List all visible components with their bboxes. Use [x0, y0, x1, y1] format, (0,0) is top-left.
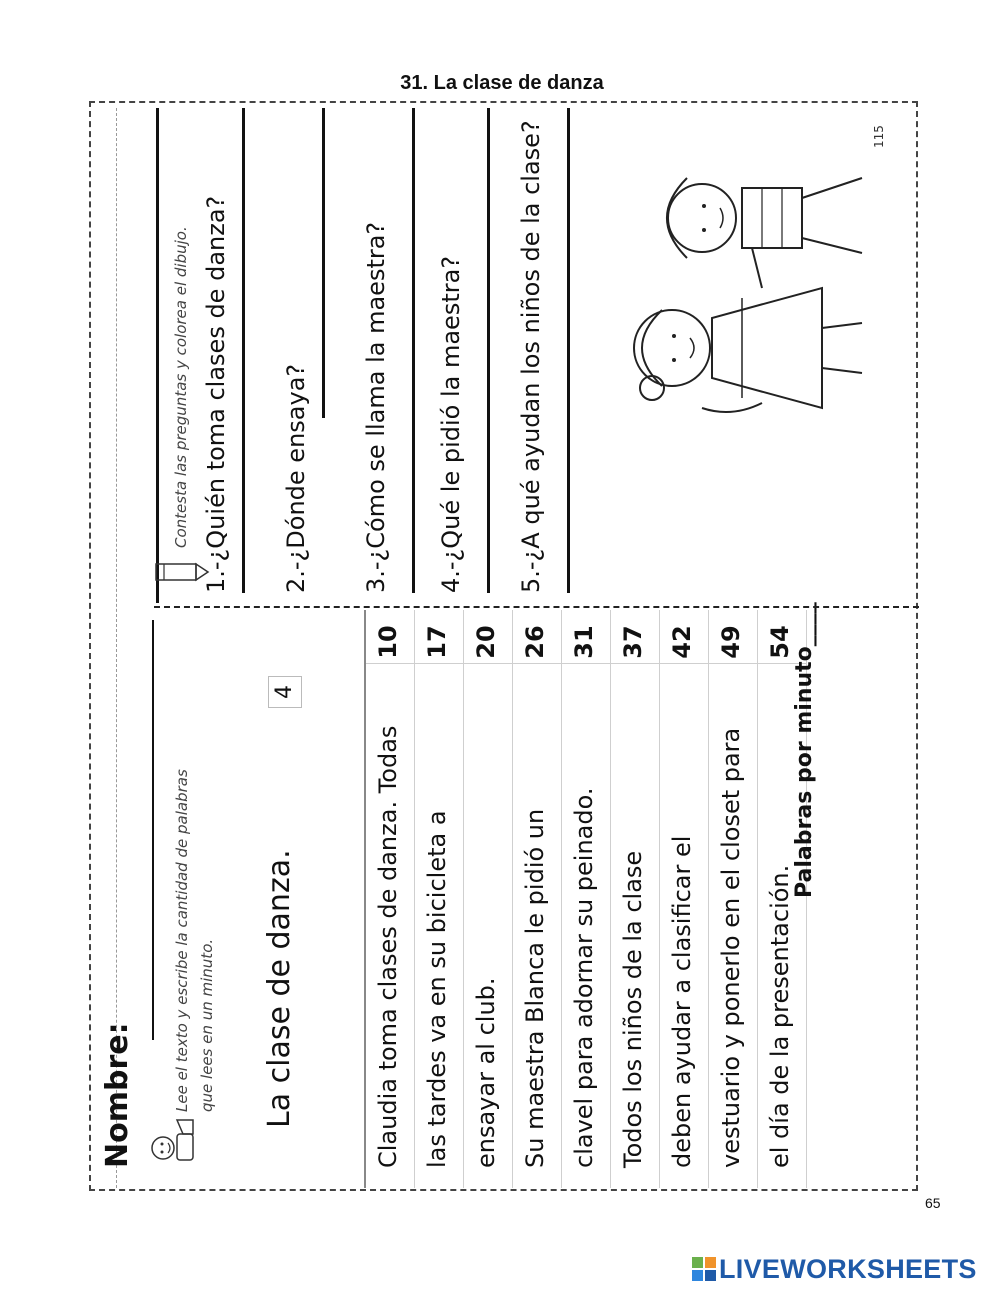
table-row — [611, 610, 660, 1188]
question-5: 5.-¿A qué ayudan los niños de la clase? — [517, 120, 545, 593]
row-count: 10 — [374, 625, 402, 659]
table-row — [562, 610, 611, 1188]
answer-line-5[interactable] — [567, 108, 570, 593]
row-count: 26 — [521, 625, 549, 659]
row-count: 31 — [570, 625, 598, 659]
row-text: Su maestra Blanca le pidió un — [521, 808, 549, 1168]
row-text: Claudia toma clases de danza. Todas — [374, 725, 402, 1168]
table-row — [364, 610, 415, 1188]
question-4: 4.-¿Qué le pidió la maestra? — [437, 255, 465, 593]
reading-instructions: Lee el texto y escribe la cantidad de palabras que lees en un minuto. — [173, 769, 216, 1112]
row-text: deben ayudar a clasificar el — [668, 835, 696, 1168]
center-divider — [154, 606, 919, 608]
table-row — [415, 610, 464, 1188]
question-3: 3.-¿Cómo se llama la maestra? — [362, 221, 390, 593]
question-1: 1.-¿Quién toma clases de danza? — [202, 195, 230, 593]
row-count: 20 — [472, 625, 500, 659]
row-text: clavel para adornar su peinado. — [570, 787, 598, 1168]
table-row — [660, 610, 709, 1188]
rotated-worksheet — [92, 104, 916, 1188]
row-text: ensayar al club. — [472, 977, 500, 1168]
row-count: 42 — [668, 625, 696, 659]
questions-top-rule — [156, 108, 159, 603]
brand-name: LIVEWORKSHEETS — [719, 1253, 977, 1284]
table-row — [513, 610, 562, 1188]
page-title: 31. La clase de danza — [400, 72, 604, 94]
answer-line-1[interactable] — [242, 108, 245, 593]
reading-title: La clase de danza. — [262, 849, 297, 1128]
row-text: Todos los niños de la clase — [619, 850, 647, 1168]
row-count: 37 — [619, 625, 647, 659]
table-row — [709, 610, 758, 1188]
row-text: vestuario y ponerlo en el closet para — [717, 727, 745, 1168]
words-per-minute-label: Palabras por minuto____ — [792, 602, 817, 898]
dancing-children-illustration — [592, 128, 892, 428]
answer-line-2[interactable] — [322, 108, 325, 418]
table-row — [464, 610, 513, 1188]
brand-logo[interactable] — [692, 1253, 977, 1284]
questions-instructions: Contesta las preguntas y colorea el dibujo. — [172, 226, 190, 548]
answer-line-3[interactable] — [412, 108, 415, 593]
page-number: 65 — [925, 1195, 941, 1211]
row-text: las tardes va en su bicicleta a — [423, 810, 451, 1168]
reading-child-icon — [147, 1116, 199, 1168]
question-2: 2.-¿Dónde ensaya? — [282, 363, 310, 593]
reading-table — [364, 610, 807, 1188]
book-page-number: 115 — [872, 125, 886, 148]
row-count: 54 — [766, 625, 794, 659]
title-word-count: 4 — [268, 676, 302, 708]
name-input-line[interactable] — [152, 620, 154, 1040]
row-count: 49 — [717, 625, 745, 659]
answer-line-4[interactable] — [487, 108, 490, 593]
row-count: 17 — [423, 625, 451, 659]
row-text: el día de la presentación. — [766, 864, 794, 1168]
liveworksheets-logo-icon — [692, 1257, 716, 1281]
name-label: Nombre: — [100, 1022, 135, 1168]
